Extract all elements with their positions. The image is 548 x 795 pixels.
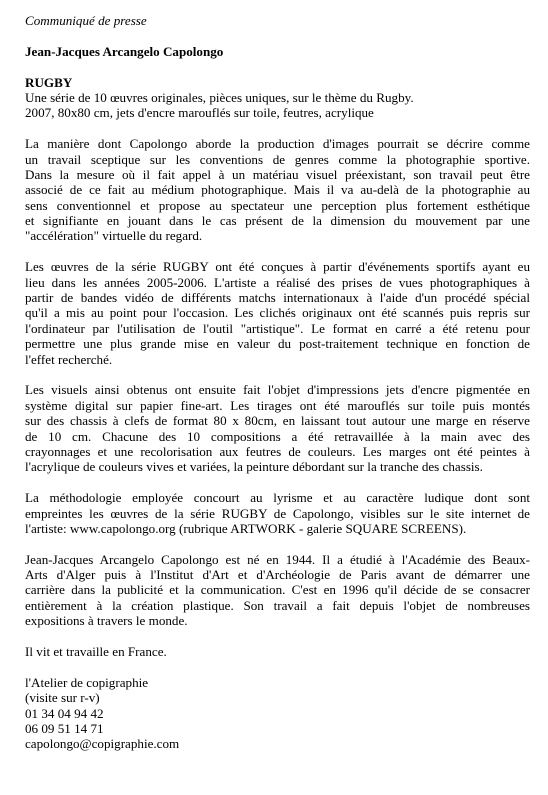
text-line: système digital sur papier fine-art. Les tirages ont été marouflés sur toile puis montés <box>25 397 530 413</box>
text-line: empreintes les œuvres de la série RUGBY de Capolongo, visibles sur le site internet de <box>25 505 530 521</box>
text-line: l'artiste: www.capolongo.org (rubrique ARTWORK - galerie SQUARE SCREENS). <box>25 520 467 536</box>
text-line: de 10 cm. Chacune des 10 compositions a été retravaillée à la main avec des <box>25 428 530 444</box>
text-line: un travail sceptique sur les conventions de genres comme la photographie sportive. <box>25 151 530 167</box>
paragraph-series-origin <box>25 259 530 367</box>
document-label: Communiqué de presse <box>25 13 147 28</box>
text-line: La manière dont Capolongo aborde la production d'images pourrait se décrire comme <box>25 136 530 152</box>
text-line: crayonnages et une recolorisation aux feutres de couleurs. Les marges ont été peintes à <box>25 443 530 459</box>
paragraph-residence <box>25 644 530 659</box>
spacer <box>25 659 530 674</box>
paragraph-methodology <box>25 490 530 536</box>
text-line: l'ordinateur par l'utilisation de l'outil "artistique". Le format en carré a été retenu pour <box>25 320 530 336</box>
text-line: sens conventionnel et propose au spectateur une perception plus fortement esthétique <box>25 197 530 213</box>
email-address: capolongo@copigraphie.com <box>25 736 180 752</box>
text-line: partir de bandes vidéo de différents matchs internationaux à l'aide d'un procédé spécial <box>25 290 530 306</box>
paragraph-biography <box>25 552 530 629</box>
text-line: associé de ce fait au médium photographique. Mais il va au-delà de la photographie au <box>25 182 530 198</box>
text-line: "accélération" virtuelle du regard. <box>25 228 203 244</box>
spacer <box>25 28 530 43</box>
series-description-line: Une série de 10 œuvres originales, pièces uniques, sur le thème du Rugby. <box>25 89 414 105</box>
artist-name: Jean-Jacques Arcangelo Capolongo <box>25 43 224 59</box>
text-line: l'effet recherché. <box>25 351 113 367</box>
mobile-number: 06 09 51 14 71 <box>25 720 104 736</box>
text-line: Arts d'Alger puis à l'Institut d'Art et d'Archéologie de Paris avant de démarrer une <box>25 567 530 583</box>
visit-note: (visite sur r-v) <box>25 690 100 706</box>
spacer <box>25 475 530 490</box>
text-line: carrière dans la publicité et la communication. C'est en 1996 qu'il décide de se consacrer <box>25 582 530 598</box>
series-title: RUGBY <box>25 74 73 90</box>
text-line: La méthodologie employée concourt au lyrisme et au caractère ludique dont sont <box>25 490 530 506</box>
spacer <box>25 536 530 551</box>
text-line: qu'il a mis au point pour l'occasion. Les clichés originaux ont été scannés puis repris sur <box>25 305 530 321</box>
text-line: entièrement à la création plastique. Son travail a fait depuis l'objet de nombreuses <box>25 597 530 613</box>
text-line: Il vit et travaille en France. <box>25 644 167 660</box>
phone-number: 01 34 04 94 42 <box>25 705 104 721</box>
series-info <box>25 75 530 121</box>
press-release-document <box>25 13 530 752</box>
text-line: Les visuels ainsi obtenus ont ensuite fait l'objet d'impressions jets d'encre pigmentée en <box>25 382 530 398</box>
spacer <box>25 59 530 74</box>
text-line: permettre une plus grande mise en valeur du post-traitement technique en fonction de <box>25 336 530 352</box>
paragraph-approach <box>25 136 530 244</box>
text-line: sur des chassis à clefs de format 80 x 80cm, en laissant tout autour une marge en réserve <box>25 413 530 429</box>
text-line: lieu dans les années 2005-2006. L'artiste a réalisé des prises de vues photographiques à <box>25 274 530 290</box>
spacer <box>25 244 530 259</box>
paragraph-printing <box>25 382 530 474</box>
text-line: Jean-Jacques Arcangelo Capolongo est né en 1944. Il a étudié à l'Académie des Beaux- <box>25 551 530 567</box>
contact-block <box>25 675 530 752</box>
text-line: et signifiante en jouant dans le cas présent de la dimension du mouvement par une <box>25 213 530 229</box>
series-details-line: 2007, 80x80 cm, jets d'encre marouflés sur toile, feutres, acrylique <box>25 105 374 121</box>
spacer <box>25 121 530 136</box>
spacer <box>25 367 530 382</box>
spacer <box>25 629 530 644</box>
text-line: expositions à travers le monde. <box>25 613 188 629</box>
text-line: Les œuvres de la série RUGBY ont été conçues à partir d'événements sportifs ayant eu <box>25 259 530 275</box>
text-line: Dans la mesure où il fait appel à un matériau visuel préexistant, son travail peut être <box>25 166 530 182</box>
studio-name: l'Atelier de copigraphie <box>25 674 149 690</box>
text-line: l'acrylique de couleurs vives et variées, la peinture débordant sur la tranche des chassis. <box>25 459 483 475</box>
